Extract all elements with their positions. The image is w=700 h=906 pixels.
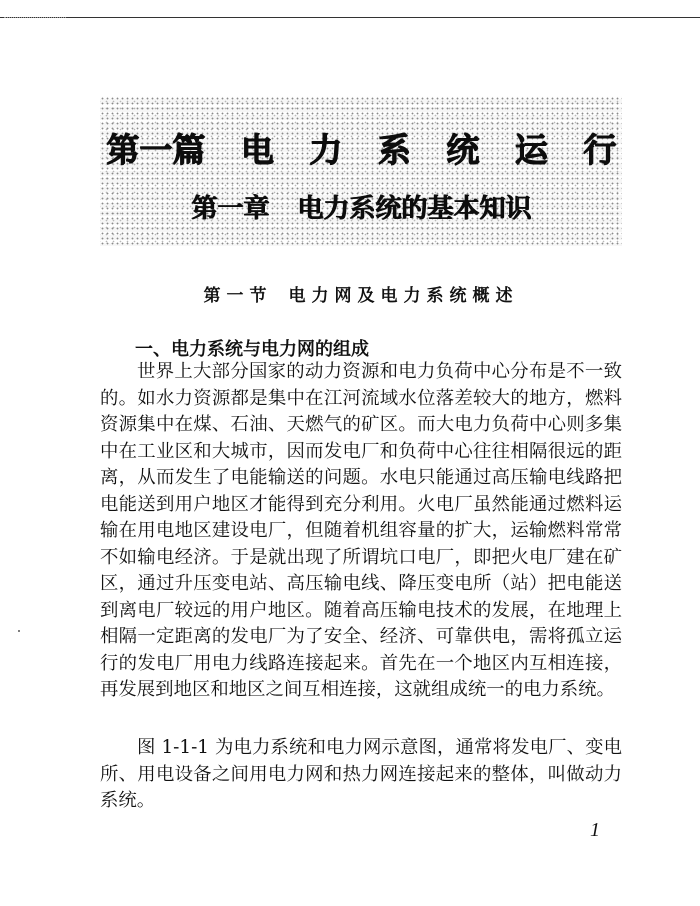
part-title-number: 第一篇 xyxy=(106,130,205,169)
part-title-char: 电 xyxy=(240,130,274,169)
chapter-number: 第一章 xyxy=(190,194,269,224)
header-dash xyxy=(4,17,66,18)
section-number: 第一节 xyxy=(203,286,273,306)
page-number: 1 xyxy=(590,819,600,841)
part-title xyxy=(100,130,622,170)
part-title-char: 力 xyxy=(309,130,342,169)
body-paragraph: 图 1-1-1 为电力系统和电力网示意图，通常将发电厂、变电所、用电设备之间用电力网和热力网连接起来的整体，叫做动力系统。 xyxy=(100,737,622,811)
part-title-char: 系 xyxy=(377,130,411,169)
part-title-char: 运 xyxy=(514,130,548,169)
section-name: 电力网及电力系统概述 xyxy=(288,286,519,306)
part-title-char: 统 xyxy=(446,130,479,169)
body-paragraph: 世界上大部分国家的动力资源和电力负荷中心分布是不一致的。如水力资源都是集中在江河流域水位落差较大的地方，燃料资源集中在煤、石油、天燃气的矿区。而大电力负荷中心则多集中在工业区和大城市，因而发电厂和负荷中心往往相隔很远的距离，从而发生了电能输送的问题。水电只能通过高压输电线路把电能送到用户地区才能得到充分利用。火电厂虽然能通过燃料运输在用电地区建设电厂，但随着机组容量的扩大，运输燃料常常不如输电经济。于是就出现了所谓坑口电厂，即把火电厂建在矿区，通过升压变电站、高压输电线、降压变电所（站）把电能送到离电厂较远的用户地区。随着高压输电技术的发展，在地理上相隔一定距离的发电厂为了安全、经济、可靠供电，需将孤立运行的发电厂用电力线路连接起来。首先在一个地区内互相连接，再发展到地区和地区之间互相连接，这就组成统一的电力系统。 xyxy=(100,361,622,700)
chapter-name: 电力系统的基本知识 xyxy=(297,194,532,224)
header-rule xyxy=(0,17,700,18)
subsection-heading: 一、电力系统与电力网的组成 xyxy=(135,339,369,360)
chapter-title xyxy=(100,193,622,225)
scan-speck xyxy=(18,630,20,632)
section-title xyxy=(100,284,622,308)
part-title-char: 行 xyxy=(583,130,616,169)
